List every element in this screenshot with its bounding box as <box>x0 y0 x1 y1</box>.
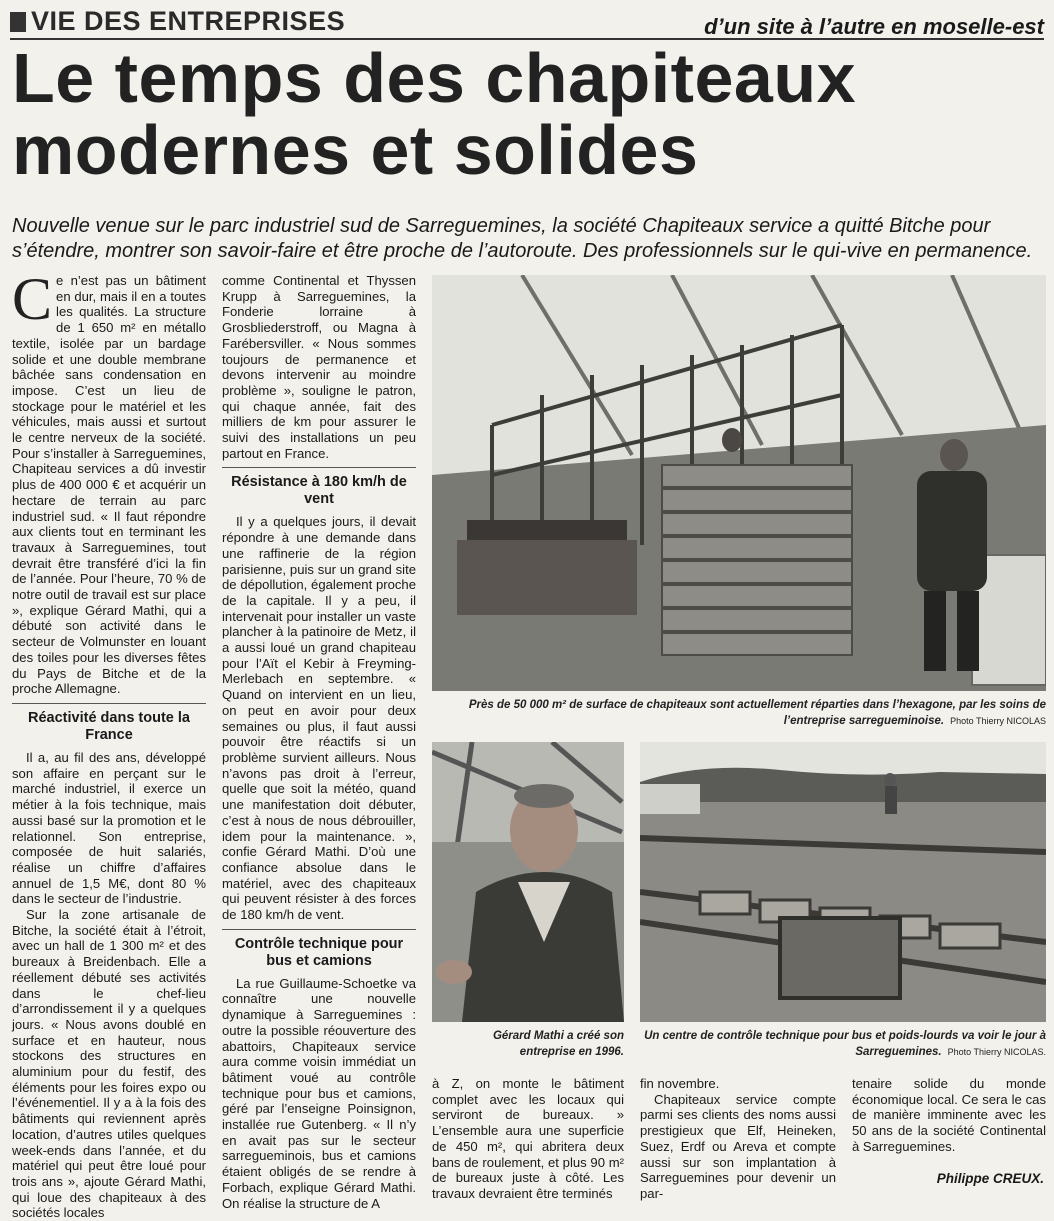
photo-portrait-caption: Gérard Mathi a créé son entreprise en 1996. <box>492 1030 624 1058</box>
subheading: Résistance à 180 km/h de vent <box>222 467 416 508</box>
paragraph: fin novembre. <box>640 1076 720 1091</box>
paragraph: Chapiteaux service compte parmi ses clients des noms aussi prestigieux que Elf, Heineken, Suez, Erdf ou Areva et compte aussi sur son implantation à Sarreguemines pour devenir un par- <box>640 1091 836 1201</box>
paragraph: Il a, au fil des ans, développé son affaire en perçant sur le marché industriel, il exerce un métier à la fois technique, mais aussi basé sur la promotion et le relationnel. Son entreprise, composée de huit salariés, réalise un chiffre d’affaires annuel de 1,5 M€, dont 80 % dans le secteur de l’industrie. <box>12 749 206 907</box>
paragraph: Ce n’est pas un bâtiment en dur, mais il en a toutes les qualités. La structure de 1 650 m² en métallo textile, isolée par un bardage solide et une double membrane bâchée sans condensation en impose. C’est un lieu de stockage pour le matériel et les véhicules, mais aussi et surtout le centre nerveux de la société. Pour s’installer à Sarreguemines, Chapiteau services a dû investir plus de 400 000 € et acquérir un hectare de terrain au parc industriel sud. « Il faut répondre aux clients tout en terminant les travaux à Sarreguemines, tout devrait être transféré d’ici la fin de l’année. Pour l’heure, 70 % de notre outil de travail est sur place », explique Gérard Mathi, qui a débuté son activité dans le secteur de Volmunster en louant des toiles pour les diverses fêtes du Pays de Bitche et de la proche Allemagne. <box>12 266 206 697</box>
rubric-square-icon <box>10 12 26 32</box>
photo-portrait-image <box>432 742 624 1022</box>
photo-construction-caption <box>640 1028 1046 1060</box>
paragraph: Sur la zone artisanale de Bitche, la société était à l’étroit, avec un hall de 1 300 m² et des bureaux à Breidenbach. Elle a réellement débuté ses activités dans le chef-lieu d’arrondissement il y a quelques jours. « Nous avons doublé en surface et en hauteur, nous stockons des structures en aluminium pour du festif, des éléments pour les foires expo ou l’événementiel. Il y a à la fois des bâtiments qui reviennent après location, d’autres utiles quelques week-ends dans l’année, et du matériel qui peut être loué pour trois ans », ajoute Gérard Mathi, qui loue des chapiteaux à des sociétés locales <box>12 907 206 1221</box>
section-tagline: d’un site à l’autre en moselle-est <box>704 14 1044 39</box>
column-1 <box>12 266 206 1221</box>
column-5 <box>852 1076 1046 1155</box>
photo-credit: Photo Thierry NICOLAS <box>950 716 1046 726</box>
column-2 <box>222 273 416 1211</box>
photo-tent-interior-caption <box>440 697 1046 729</box>
author-signature: Philippe CREUX. <box>936 1171 1044 1186</box>
headline: Le temps des chapiteaux modernes et solides <box>12 39 857 189</box>
section-rubric <box>10 6 345 37</box>
subheading: Contrôle technique pour bus et camions <box>222 929 416 970</box>
photo-tent-interior-image <box>432 275 1046 691</box>
photo-construction-image <box>640 742 1046 1022</box>
paragraph: Il y a quelques jours, il devait répondre à une demande dans une raffinerie de la région parisienne, puis sur un grand site de dépollution, également proche de la capitale. Il y a peu, il intervenait pour installer un vaste plancher à la patinoire de Metz, il a aussi loué un grand chapiteau pour l’Aït el Kebir à Freyming-Merlebach en septembre. « Quand on intervient en un lieu, on peut en avoir pour deux semaines ou plus, il faut aussi pouvoir être réactifs si un problème survient ailleurs. Nous n’avons pas droit à l’erreur, quelle que soit la météo, quand une manifestation doit débuter, c’est à nous de nous débrouiller, idem pour la maintenance. », confie Gérard Mathi. D’où une confiance absolue dans le matériel, avec des chapiteaux qui peuvent résister à des forces de 180 km/h de vent. <box>222 514 416 923</box>
paragraph: tenaire solide du monde économique local. Ce sera le cas de manière imminente avec les 50 ans de la société Continental à Sarreguemines. <box>852 1076 1046 1154</box>
drop-cap: C <box>12 266 53 332</box>
photo-tent-interior <box>432 275 1046 691</box>
paragraph: La rue Guillaume-Schoetke va connaître une nouvelle dynamique à Sarreguemines : outre la possible réouverture des abattoirs, Chapiteaux service aura comme voisin immédiat un bâtiment voué au contrôle technique pour bus et camions, géré par l’enseigne Poinsignon, installée rue Gutenberg. « Il n’y en avait pas sur le secteur sarregueminois, bus et camions étaient obligés de se rendre à Forbach, explique Gérard Mathi. On réalise la structure de A <box>222 975 416 1211</box>
rubric-label: VIE DES ENTREPRISES <box>31 6 346 36</box>
caption-text: Près de 50 000 m² de surface de chapiteaux sont actuellement réparties dans l’hexagone, par les soins de l’entreprise sarregueminoise. <box>468 699 1046 727</box>
column-4 <box>640 1076 836 1202</box>
paragraph: à Z, on monte le bâtiment complet avec les locaux qui serviront de bureaux. » L’ensemble aura une superficie de 450 m², qui abritera deux bans de roulement, et plus 90 m² de bureaux juste à côté. Les travaux devraient être terminés <box>432 1076 624 1201</box>
photo-construction-site <box>640 742 1046 1022</box>
paragraph: comme Continental et Thyssen Krupp à Sarreguemines, la Fonderie lorraine à Grosbliederstroff, ou Magna à Farébersviller. « Nous sommes toujours de permanence et devons intervenir au moindre problème », souligne le patron, qui chaque année, fait des milliers de km pour assurer le suivi des installations un peu partout en France. <box>222 273 416 461</box>
caption-text: Un centre de contrôle technique pour bus et poids-lourds va voir le jour à Sarreguemines. <box>644 1030 1046 1058</box>
subheading: Réactivité dans toute la France <box>12 703 206 744</box>
photo-credit: Photo Thierry NICOLAS. <box>947 1047 1046 1057</box>
column-3 <box>432 1076 624 1202</box>
photo-portrait-gerard-mathi <box>432 742 624 1022</box>
lead-paragraph: Nouvelle venue sur le parc industriel sud de Sarreguemines, la société Chapiteaux service a quitté Bitche pour s’étendre, montrer son savoir-faire et être proche de l’autoroute. Des professionnels sur le qui-vive en permanence. <box>12 215 1033 262</box>
